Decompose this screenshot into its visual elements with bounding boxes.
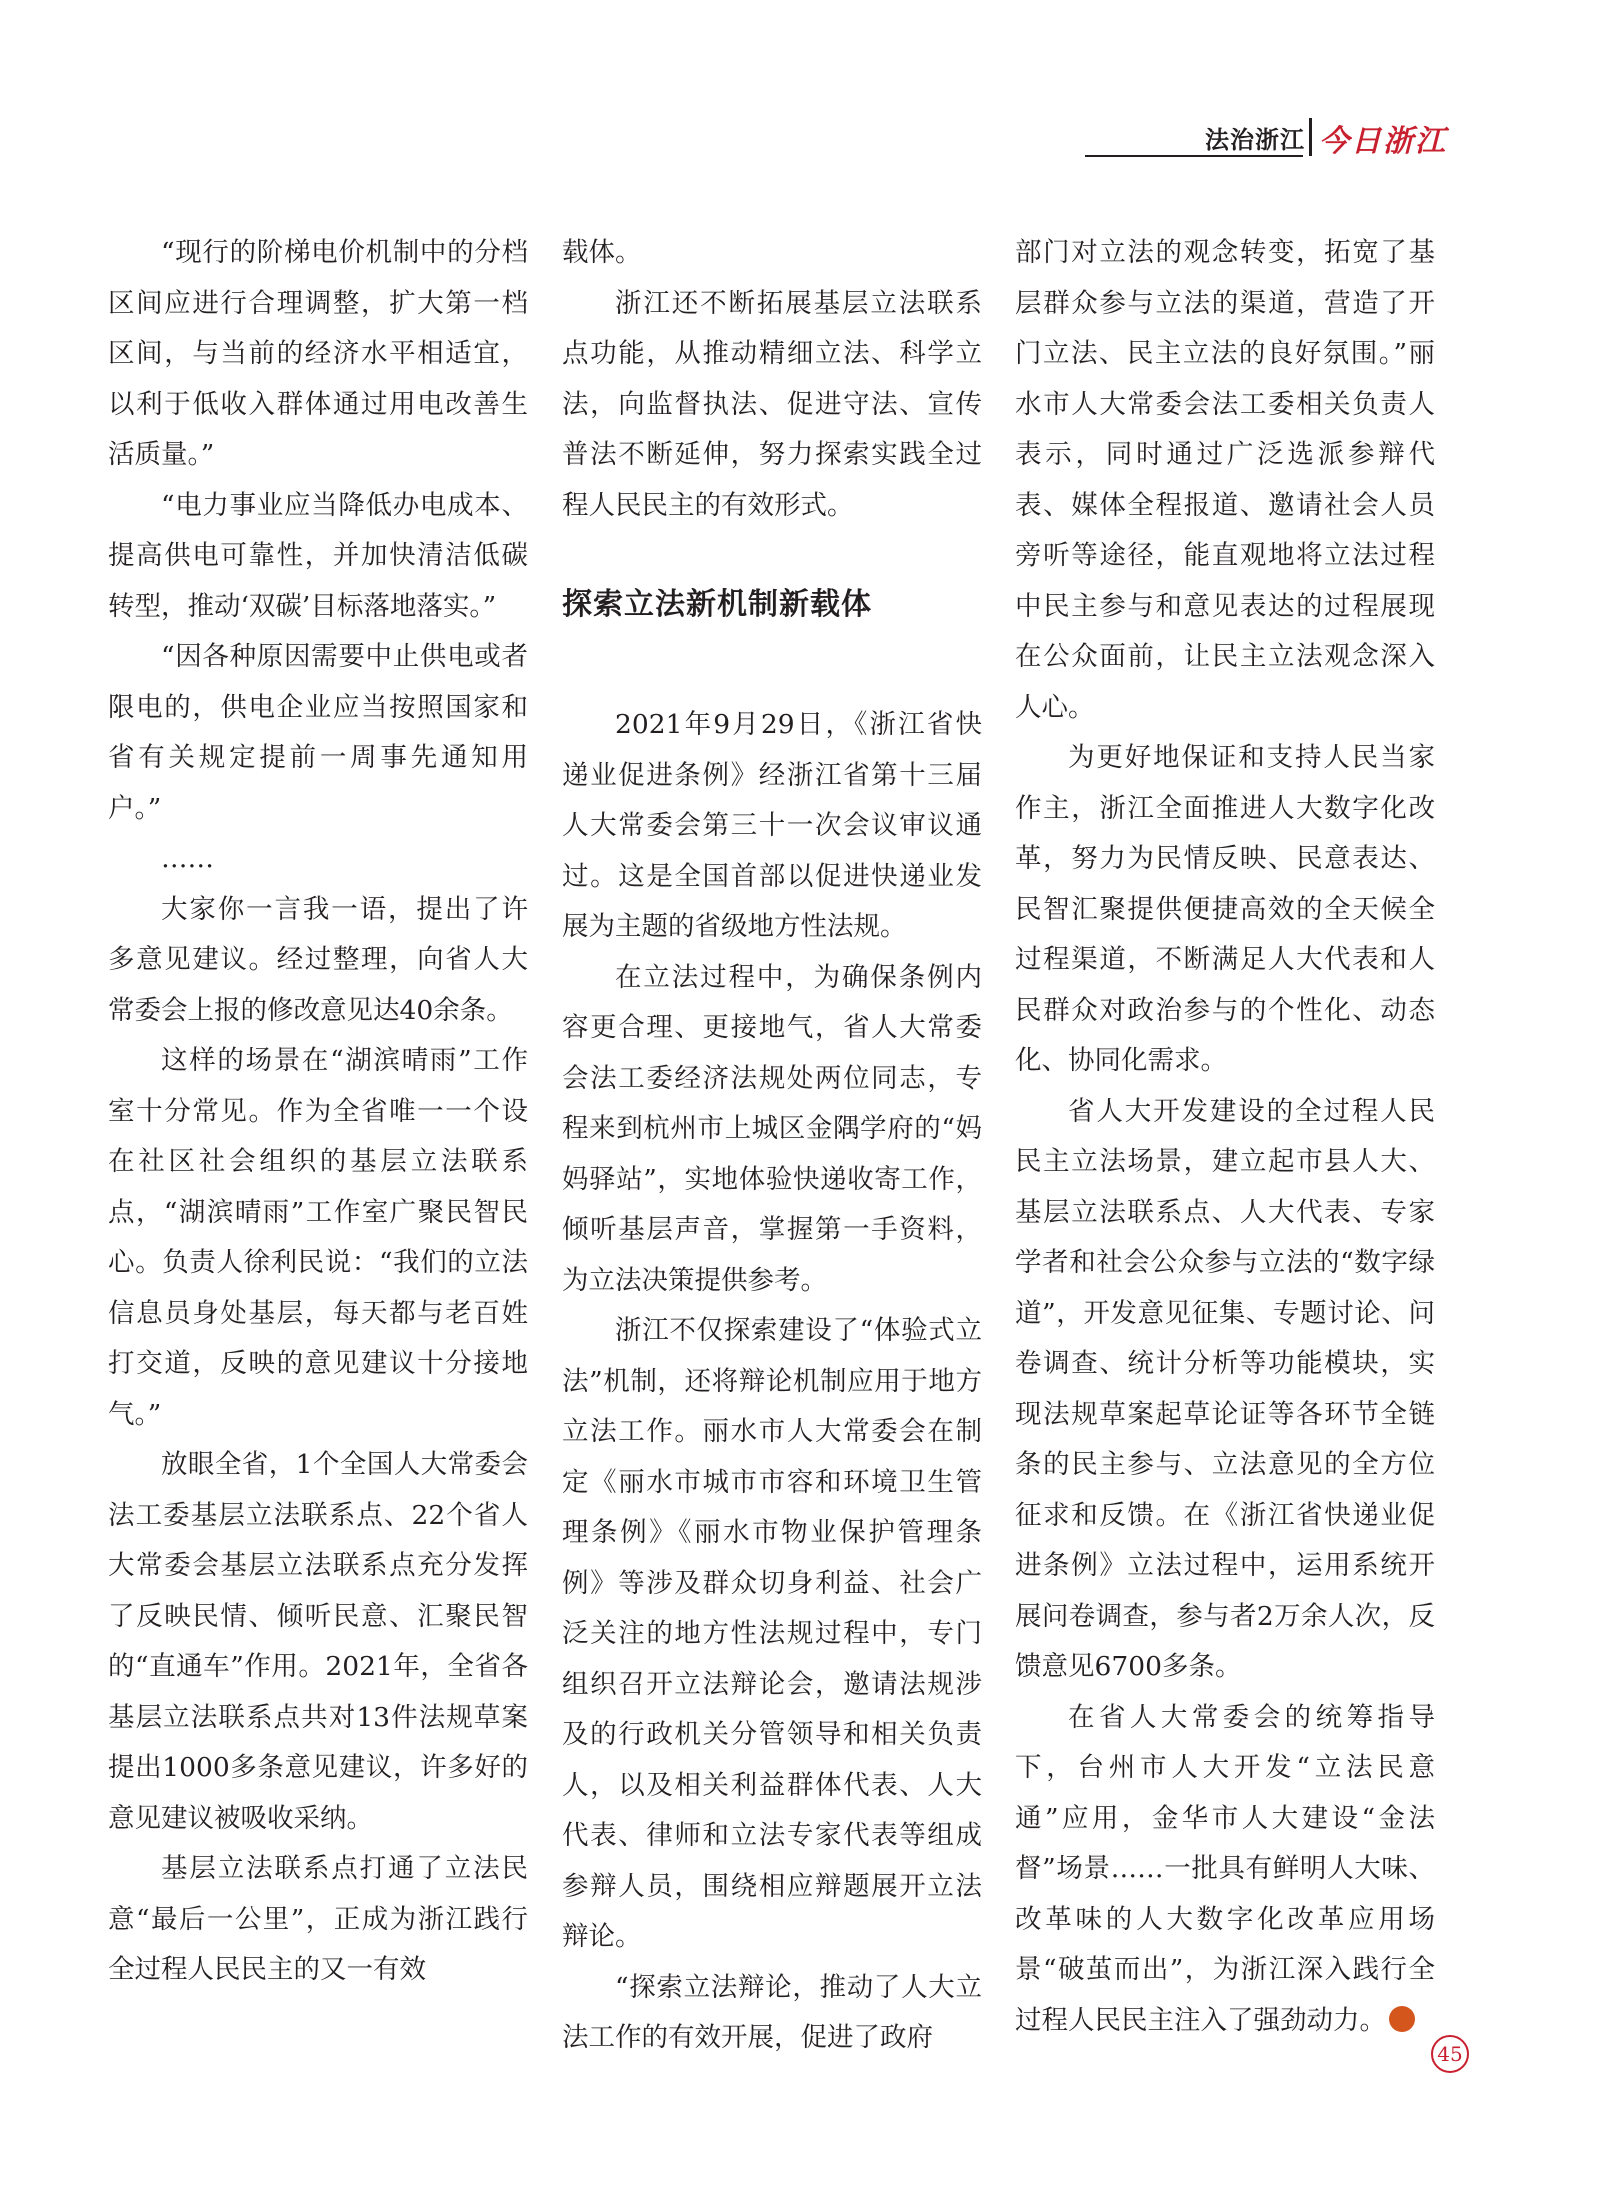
article-column-3 [1015, 228, 1435, 2046]
paragraph: “探索立法辩论，推动了人大立法工作的有效开展，促进了政府 [562, 1971, 982, 2053]
header-rule [1085, 155, 1303, 157]
page-header [1085, 118, 1460, 158]
paragraph: 浙江还不断拓展基层立法联系点功能，从推动精细立法、科学立法，向监督执法、促进守法、宣传普法不断延伸，努力探索实践全过程人民民主的有效形式。 [562, 287, 982, 521]
paragraph: 省人大开发建设的全过程人民民主立法场景，建立起市县人大、基层立法联系点、人大代表、专家学者和社会公众参与立法的“数字绿道”，开发意见征集、专题讨论、问卷调查、统计分析等功能模块，实现法规草案起草论证等各环节全链条的民主参与、立法意见的全方位征求和反馈。在《浙江省快递业促进条例》立法过程中，运用系统开展问卷调查，参与者2万余人次，反馈意见6700多条。 [1015, 1095, 1435, 1682]
paragraph-continuation: 载体。 [562, 237, 642, 268]
final-text: 在省人大常委会的统筹指导下，台州市人大开发“立法民意通”应用，金华市人大建设“金法督”场景……一批具有鲜明人大味、改革味的人大数字化改革应用场景“破茧而出”，为浙江深入践行全过程人民民主注入了强劲动力。 [1015, 1701, 1435, 2036]
paragraph: “现行的阶梯电价机制中的分档区间应进行合理调整，扩大第一档区间，与当前的经济水平相适宜，以利于低收入群体通过用电改善生活质量。” [108, 237, 528, 470]
paragraph-final [1015, 1693, 1435, 2047]
article-column-2 [562, 228, 982, 2064]
paragraph: 浙江不仅探索建设了“体验式立法”机制，还将辩论机制应用于地方立法工作。丽水市人大常委会在制定《丽水市城市市容和环境卫生管理条例》《丽水市物业保护管理条例》等涉及群众切身利益、社会广泛关注的地方性法规过程中，专门组织召开立法辩论会，邀请法规涉及的行政机关分管领导和相关负责人，以及相关利益群体代表、人大代表、律师和立法专家代表等组成参辩人员，围绕相应辩题展开立法辩论。 [562, 1315, 982, 1952]
paragraph: “因各种原因需要中止供电或者限电的，供电企业应当按照国家和省有关规定提前一周事先通知用户。” [108, 641, 528, 824]
paragraph: 放眼全省，1个全国人大常委会法工委基层立法联系点、22个省人大常委会基层立法联系点充分发挥了反映民情、倾听民意、汇聚民智的“直通车”作用。2021年，全省各基层立法联系点共对13件法规草案提出1000多条意见建议，许多好的意见建议被吸收采纳。 [108, 1449, 528, 1834]
page-number: 45 [1431, 2035, 1469, 2073]
magazine-logo: 今日浙江 [1319, 124, 1447, 159]
paragraph-continuation: 部门对立法的观念转变，拓宽了基层群众参与立法的渠道，营造了开门立法、民主立法的良好氛围。”丽水市人大常委会法工委相关负责人表示，同时通过广泛选派参辩代表、媒体全程报道、邀请社会人员旁听等途径，能直观地将立法过程中民主参与和意见表达的过程展现在公众面前，让民主立法观念深入人心。 [1015, 237, 1435, 723]
end-mark-icon [1389, 2006, 1415, 2032]
article-column-1 [108, 228, 528, 1996]
paragraph: 大家你一言我一语，提出了许多意见建议。经过整理，向省人大常委会上报的修改意见达40余条。 [108, 893, 528, 1026]
section-heading: 探索立法新机制新载体 [562, 587, 872, 622]
paragraph: 这样的场景在“湖滨晴雨”工作室十分常见。作为全省唯一一个设在社区社会组织的基层立法联系点，“湖滨晴雨”工作室广聚民智民心。负责人徐利民说：“我们的立法信息员身处基层，每天都与老百姓打交道，反映的意见建议十分接地气。” [108, 1045, 528, 1430]
ellipsis-line: …… [161, 843, 214, 874]
paragraph: 在立法过程中，为确保条例内容更合理、更接地气，省人大常委会法工委经济法规处两位同志，专程来到杭州市上城区金隅学府的“妈妈驿站”，实地体验快递收寄工作，倾听基层声音，掌握第一手资料，为立法决策提供参考。 [562, 961, 982, 1296]
paragraph: 2021年9月29日，《浙江省快递业促进条例》经浙江省第十三届人大常委会第三十一次会议审议通过。这是全国首部以促进快递业发展为主题的省级地方性法规。 [562, 709, 982, 942]
paragraph: 为更好地保证和支持人民当家作主，浙江全面推进人大数字化改革，努力为民情反映、民意表达、民智汇聚提供便捷高效的全天候全过程渠道，不断满足人大代表和人民群众对政治参与的个性化、动态化、协同化需求。 [1015, 742, 1435, 1076]
section-title: 法治浙江 [1205, 126, 1305, 154]
paragraph: 基层立法联系点打通了立法民意“最后一公里”，正成为浙江践行全过程人民民主的又一有效 [108, 1853, 528, 1985]
header-divider [1309, 118, 1312, 156]
paragraph: “电力事业应当降低办电成本、提高供电可靠性，并加快清洁低碳转型，推动‘双碳’目标落地落实。” [108, 489, 528, 622]
